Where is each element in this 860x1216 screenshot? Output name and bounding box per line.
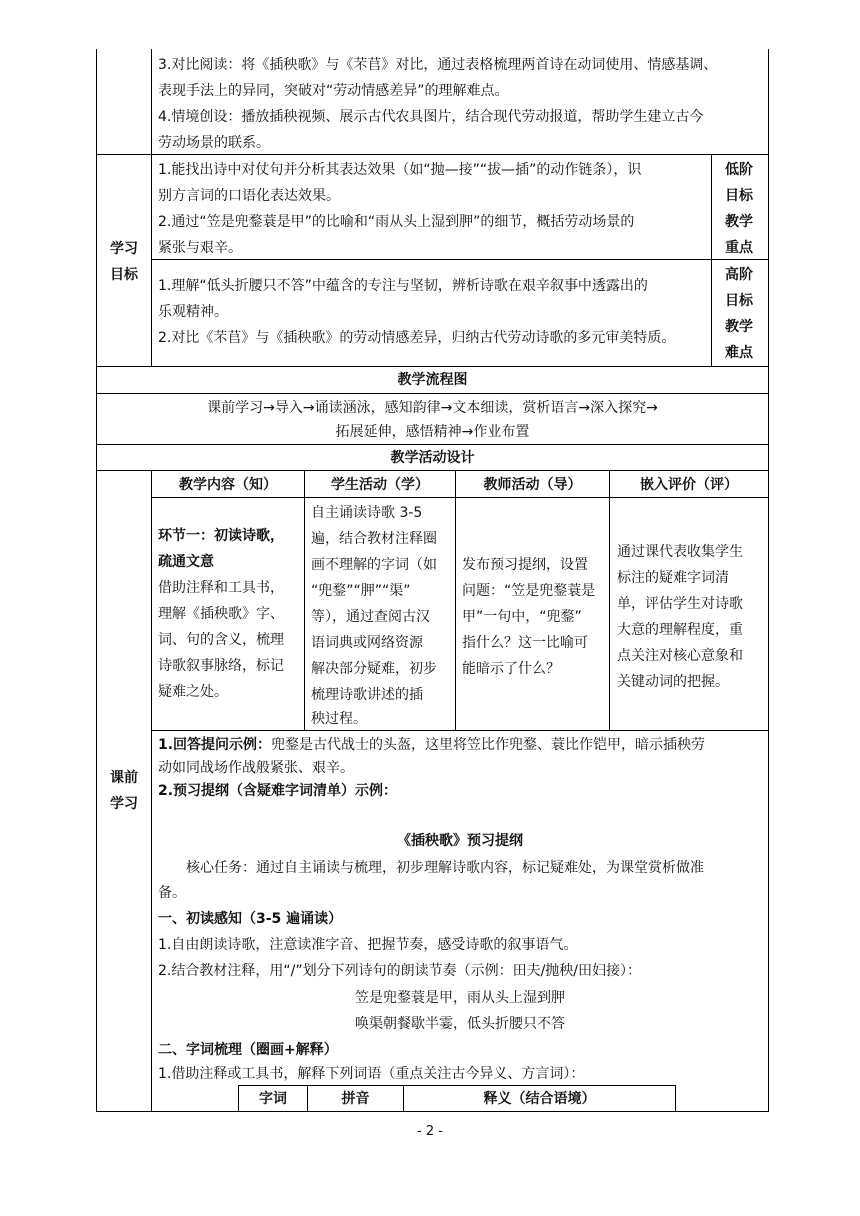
student-line: 画不理解的字词（如 <box>311 557 437 573</box>
teacher-line: 指什么？这一比喻可 <box>462 635 588 651</box>
basic-goal-line: 别方言词的口语化表达效果。 <box>158 188 340 204</box>
content-heading: 环节一：初读诗歌， <box>158 528 284 544</box>
activity-col-divider <box>304 470 305 731</box>
evaluation-line: 单，评估学生对诗歌 <box>617 596 743 612</box>
core-task-line: 核心任务：通过自主诵读与梳理，初步理解诗歌内容，标记疑难处，为课堂赏析做准 <box>186 860 704 876</box>
basic-goal-line: 紧张与艰辛。 <box>158 240 242 256</box>
outline-label: 2.预习提纲（含疑难字词清单）示例： <box>158 783 398 799</box>
student-line: 秧过程。 <box>311 711 367 727</box>
evaluation-line: 标注的疑难字词清 <box>617 570 729 586</box>
teacher-line: 发布预习提纲，设置 <box>462 557 588 573</box>
answer-label: 1.回答提问示例： <box>158 737 272 753</box>
flow-title: 教学流程图 <box>397 372 468 388</box>
section-label-2: 学习 <box>110 796 138 812</box>
col-header-evaluation: 嵌入评价（评） <box>640 477 738 493</box>
label-column-divider <box>151 49 152 366</box>
outline-title: 《插秧歌》预习提纲 <box>397 833 523 849</box>
word-table-header-word: 字词 <box>259 1091 287 1107</box>
basic-goal-tag: 目标 <box>725 188 753 204</box>
word-table-right <box>675 1085 676 1112</box>
flow-line: 拓展延伸，感悟精神→作业布置 <box>335 424 530 440</box>
col-header-teacher: 教师活动（导） <box>483 477 582 493</box>
part2-title: 二、字词梳理（圈画+解释） <box>158 1042 338 1058</box>
advanced-goal-line: 1.理解“低头折腰只不答”中蕴含的专注与坚韧，辨析诗歌在艰辛叙事中透露出的 <box>158 278 648 294</box>
basic-goal-tag: 重点 <box>725 240 753 256</box>
content-line: 借助注释和工具书， <box>158 580 284 596</box>
activity-col-divider <box>609 470 610 731</box>
core-task-line: 备。 <box>158 885 186 901</box>
teacher-line: 能暗示了什么？ <box>462 661 560 677</box>
student-line: “兜鍪”“胛”“渠” <box>311 583 411 599</box>
flow-line: 课前学习→导入→诵读涵泳，感知韵律→文本细读，赏析语言→深入探究→ <box>207 400 658 416</box>
content-line: 疑难之处。 <box>158 684 228 700</box>
method-line: 3.对比阅读：将《插秧歌》与《芣苢》对比，通过表格梳理两首诗在动词使用、情感基调、 <box>158 57 718 73</box>
answer-text-cont: 动如同战场作战般紧张、艰辛。 <box>158 760 354 776</box>
table-right-border <box>768 49 769 1112</box>
method-line: 4.情境创设：播放插秧视频、展示古代农具图片，结合现代劳动报道，帮助学生建立古今 <box>158 109 704 125</box>
part2-line: 1.借助注释或工具书，解释下列词语（重点关注古今异义、方言词）： <box>158 1066 585 1082</box>
advanced-goal-tag: 目标 <box>725 293 753 309</box>
advanced-goal-line: 2.对比《芣苢》与《插秧歌》的劳动情感差异，归纳古代劳动诗歌的多元审美特质。 <box>158 330 676 346</box>
student-line: 语词典或网络资源 <box>311 635 423 651</box>
row-divider <box>151 730 769 731</box>
col-header-content: 教学内容（知） <box>179 477 277 493</box>
student-line: 梳理诗歌讲述的插 <box>311 687 423 703</box>
advanced-goal-tag: 难点 <box>725 345 753 361</box>
evaluation-line: 关键动词的把握。 <box>617 674 729 690</box>
student-line: 遍，结合教材注释圈 <box>311 531 437 547</box>
goals-label-2: 目标 <box>110 267 138 283</box>
activity-col-divider <box>455 470 456 731</box>
row-divider <box>151 259 769 260</box>
goals-label-1: 学习 <box>110 241 138 257</box>
advanced-goal-line: 乐观精神。 <box>158 304 228 320</box>
method-line: 劳动场景的联系。 <box>158 135 270 151</box>
content-heading: 疏通文意 <box>158 554 214 570</box>
table-left-border <box>96 49 97 1112</box>
answer-text: 兜鍪是古代战士的头盔，这里将笠比作兜鍪、蓑比作铠甲，暗示插秧劳 <box>271 737 706 753</box>
part1-line: 2.结合教材注释，用“/”划分下列诗句的朗读节奏（示例：田夫/抛秧/田妇接）： <box>158 963 642 979</box>
verse-line: 唤渠朝餐歇半霎，低头折腰只不答 <box>355 1016 565 1032</box>
content-line: 理解《插秧歌》字、 <box>158 606 284 622</box>
method-line: 表现手法上的异同，突破对“劳动情感差异”的理解难点。 <box>158 83 509 99</box>
page-number: - 2 - <box>417 1124 443 1139</box>
activity-title: 教学活动设计 <box>390 450 475 466</box>
basic-goal-tag: 低阶 <box>725 162 753 178</box>
part1-line: 1.自由朗读诗歌，注意读准字音、把握节奏，感受诗歌的叙事语气。 <box>158 937 578 953</box>
verse-line: 笠是兜鍪蓑是甲，雨从头上湿到胛 <box>355 990 565 1006</box>
advanced-goal-tag: 教学 <box>725 319 753 335</box>
evaluation-line: 点关注对核心意象和 <box>617 648 743 664</box>
student-line: 等），通过查阅古汉 <box>311 609 430 625</box>
basic-goal-line: 2.通过“笠是兜鍪蓑是甲”的比喻和“雨从头上湿到胛”的细节，概括劳动场景的 <box>158 214 635 230</box>
student-line: 自主诵读诗歌 3-5 <box>311 505 423 521</box>
row-divider <box>96 393 769 394</box>
col-header-student: 学生活动（学） <box>331 477 429 493</box>
section-label-1: 课前 <box>110 770 138 786</box>
evaluation-line: 通过课代表收集学生 <box>617 544 743 560</box>
advanced-goal-tag: 高阶 <box>725 267 753 283</box>
teacher-line: 甲”一句中，“兜鍪” <box>462 609 582 625</box>
part1-title: 一、初读感知（3-5 遍诵读） <box>158 911 343 927</box>
word-table-header-meaning: 释义（结合语境） <box>483 1091 596 1107</box>
student-line: 解决部分疑难，初步 <box>311 661 437 677</box>
content-line: 诗歌叙事脉络，标记 <box>158 658 284 674</box>
evaluation-line: 大意的理解程度，重 <box>617 622 743 638</box>
basic-goal-line: 1.能找出诗中对仗句并分析其表达效果（如“抛—接”“拔—插”的动作链条），识 <box>158 162 642 178</box>
word-table-header-pinyin: 拼音 <box>341 1091 370 1107</box>
teacher-line: 问题：“笠是兜鍪蓑是 <box>462 583 596 599</box>
basic-goal-tag: 教学 <box>725 214 753 230</box>
content-line: 词、句的含义，梳理 <box>158 632 284 648</box>
